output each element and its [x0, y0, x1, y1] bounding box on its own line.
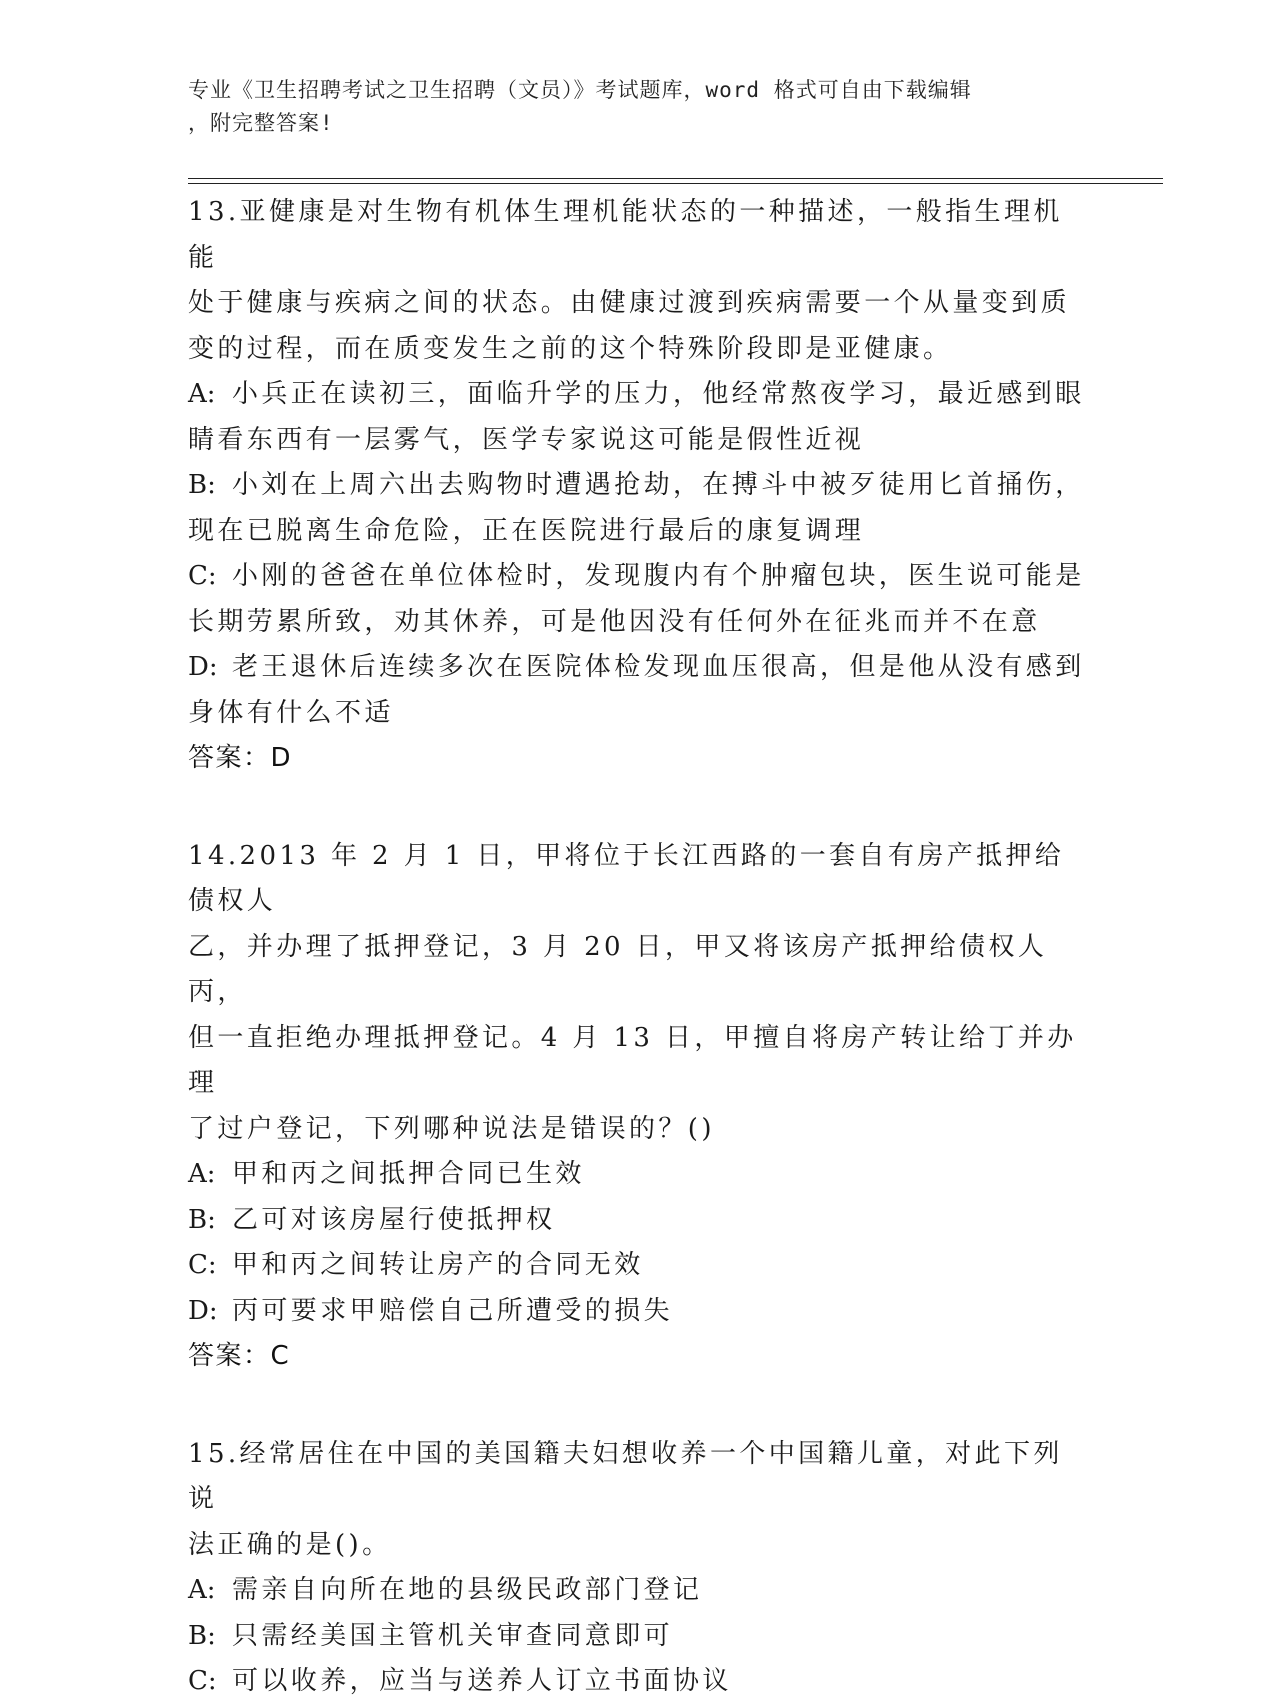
answer-line: 答案：C — [188, 1341, 291, 1371]
option-line — [188, 372, 1088, 418]
option-key: C: — [188, 1666, 217, 1696]
option-text: 小兵正在读初三，面临升学的压力，他经常熬夜学习，最近感到眼 — [232, 379, 1085, 409]
option-text: 小刘在上周六出去购物时遭遇抢劫，在搏斗中被歹徒用匕首捅伤， — [232, 470, 1085, 500]
option-text: 甲和丙之间抵押合同已生效 — [232, 1159, 585, 1189]
document-header — [188, 74, 1088, 140]
option-text: 可以收养，应当与送养人订立书面协议 — [232, 1666, 732, 1696]
question-stem-line: 变的过程，而在质变发生之前的这个特殊阶段即是亚健康。 — [188, 333, 953, 364]
option-text: 丙可要求甲赔偿自己所遭受的损失 — [232, 1295, 674, 1326]
option-key: D: — [188, 652, 218, 682]
option-line — [188, 600, 1088, 646]
option-line — [188, 645, 1088, 691]
question-block — [188, 190, 1088, 782]
question-stem-line: 了过户登记，下列哪种说法是错误的？() — [188, 1113, 715, 1144]
question-stem-line: 乙，并办理了抵押登记，3 月 20 日，甲又将该房产抵押给债权人丙， — [188, 931, 1048, 1007]
option-key: A: — [188, 1575, 216, 1605]
option-key: B: — [188, 1620, 216, 1651]
question-stem-line: 法正确的是()。 — [188, 1529, 392, 1560]
question-stem-line: 13.亚健康是对生物有机体生理机能状态的一种描述，一般指生理机能 — [188, 197, 1063, 273]
header-title-line-2: ，附完整答案! — [188, 111, 334, 135]
option-text: 睛看东西有一层雾气，医学专家说这可能是假性近视 — [188, 424, 865, 455]
option-line — [188, 691, 1088, 737]
question-stem-line: 15.经常居住在中国的美国籍夫妇想收养一个中国籍儿童，对此下列说 — [188, 1438, 1063, 1514]
option-key: D: — [188, 1295, 218, 1326]
option-line — [188, 1659, 1088, 1705]
option-text: 需亲自向所在地的县级民政部门登记 — [232, 1575, 703, 1605]
option-text: 老王退休后连续多次在医院体检发现血压很高，但是他从没有感到 — [232, 652, 1085, 682]
header-title-line-1: 专业《卫生招聘考试之卫生招聘（文员）》考试题库，word 格式可自由下载编辑 — [188, 78, 972, 102]
option-line — [188, 509, 1088, 555]
option-line — [188, 1152, 1088, 1198]
option-key: C: — [188, 1250, 217, 1280]
question-list — [188, 190, 1088, 1705]
option-line — [188, 554, 1088, 600]
question-stem-line: 14.2013 年 2 月 1 日，甲将位于长江西路的一套自有房产抵押给债权人 — [188, 840, 1065, 916]
option-key: C: — [188, 561, 217, 591]
answer-line: 答案：D — [188, 743, 293, 773]
option-text: 长期劳累所致，劝其休养，可是他因没有任何外在征兆而并不在意 — [188, 606, 1041, 637]
question-block — [188, 834, 1088, 1380]
option-line — [188, 1568, 1088, 1614]
question-stem-line: 处于健康与疾病之间的状态。由健康过渡到疾病需要一个从量变到质 — [188, 288, 1071, 318]
option-key: A: — [188, 1159, 216, 1189]
option-line — [188, 1198, 1088, 1244]
option-key: B: — [188, 470, 216, 500]
option-key: A: — [188, 379, 216, 409]
question-block — [188, 1432, 1088, 1705]
option-line — [188, 1614, 1088, 1660]
option-key: B: — [188, 1204, 216, 1235]
option-text: 甲和丙之间转让房产的合同无效 — [232, 1250, 644, 1280]
option-text: 乙可对该房屋行使抵押权 — [232, 1204, 556, 1235]
option-text: 身体有什么不适 — [188, 697, 394, 728]
question-stem-line: 但一直拒绝办理抵押登记。4 月 13 日，甲擅自将房产转让给丁并办理 — [188, 1022, 1077, 1098]
option-text: 只需经美国主管机关审查同意即可 — [232, 1620, 674, 1651]
option-text: 小刚的爸爸在单位体检时，发现腹内有个肿瘤包块，医生说可能是 — [232, 561, 1085, 591]
option-line — [188, 1243, 1088, 1289]
header-divider — [188, 178, 1163, 184]
option-line — [188, 418, 1088, 464]
option-line — [188, 1289, 1088, 1335]
option-text: 现在已脱离生命危险，正在医院进行最后的康复调理 — [188, 515, 865, 546]
option-line — [188, 463, 1088, 509]
